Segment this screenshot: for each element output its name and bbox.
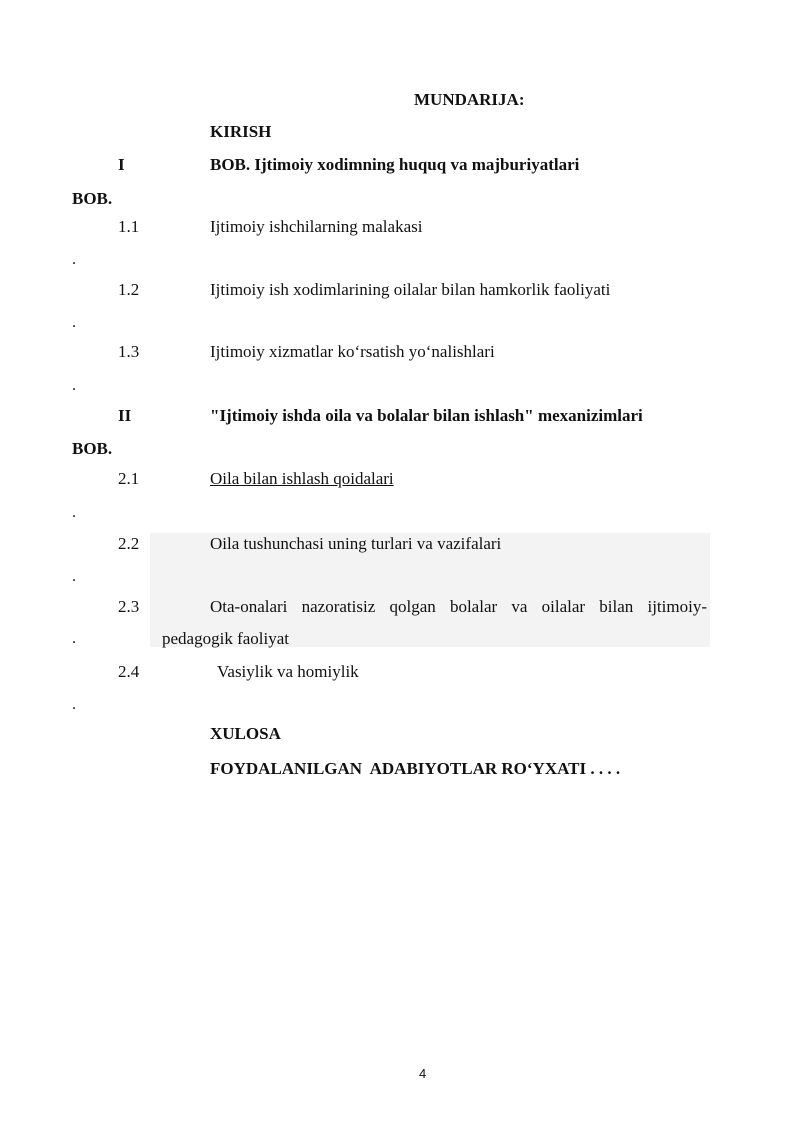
item-2-4-number: 2.4 xyxy=(118,662,140,681)
item-2-2-dot: . xyxy=(72,568,76,585)
item-1-2-dot: . xyxy=(72,314,76,331)
chapter1-title: BOB. Ijtimoiy xodimning huquq va majburiyatlari xyxy=(210,155,580,174)
item-1-3-number: 1.3 xyxy=(118,342,140,361)
toc-heading: MUNDARIJA: xyxy=(414,90,525,109)
item-1-1-number: 1.1 xyxy=(118,217,140,236)
item-1-1-dot: . xyxy=(72,251,76,268)
item-2-1-number: 2.1 xyxy=(118,469,140,488)
item-1-3-text: Ijtimoiy xizmatlar ko‘rsatish yo‘nalishlari xyxy=(210,342,495,361)
item-1-2-number: 1.2 xyxy=(118,280,140,299)
item-2-4-text: Vasiylik va homiylik xyxy=(217,662,359,681)
item-2-4-dot: . xyxy=(72,696,76,713)
item-1-3-dot: . xyxy=(72,377,76,394)
item-2-1-dot: . xyxy=(72,504,76,521)
toc-intro: KIRISH xyxy=(210,122,272,141)
chapter1-number: I xyxy=(118,155,125,174)
toc-conclusion: XULOSA xyxy=(210,724,281,743)
item-2-3-text-line2: pedagogik faoliyat xyxy=(162,629,289,648)
chapter2-title: "Ijtimoiy ishda oila va bolalar bilan ishlash" mexanizimlari xyxy=(210,406,643,425)
item-2-2-text: Oila tushunchasi uning turlari va vazifalari xyxy=(210,534,502,553)
item-2-2-number: 2.2 xyxy=(118,534,140,553)
item-2-3-dot: . xyxy=(72,630,76,647)
chapter2-number: II xyxy=(118,406,132,425)
toc-references: FOYDALANILGAN ADABIYOTLAR RO‘YXATI . . . . xyxy=(210,759,621,778)
chapter2-bob-label: BOB. xyxy=(72,439,113,458)
item-2-3-number: 2.3 xyxy=(118,597,140,616)
chapter1-bob-label: BOB. xyxy=(72,189,113,208)
item-2-3-text-line1: Ota-onalari nazoratisiz qolgan bolalar va oilalar bilan ijtimoiy- xyxy=(210,597,707,616)
item-2-1-link[interactable]: Oila bilan ishlash qoidalari xyxy=(210,469,394,488)
item-1-2-text: Ijtimoiy ish xodimlarining oilalar bilan hamkorlik faoliyati xyxy=(210,280,611,299)
page-number: 4 xyxy=(419,1066,427,1081)
item-1-1-text: Ijtimoiy ishchilarning malakasi xyxy=(210,217,423,236)
